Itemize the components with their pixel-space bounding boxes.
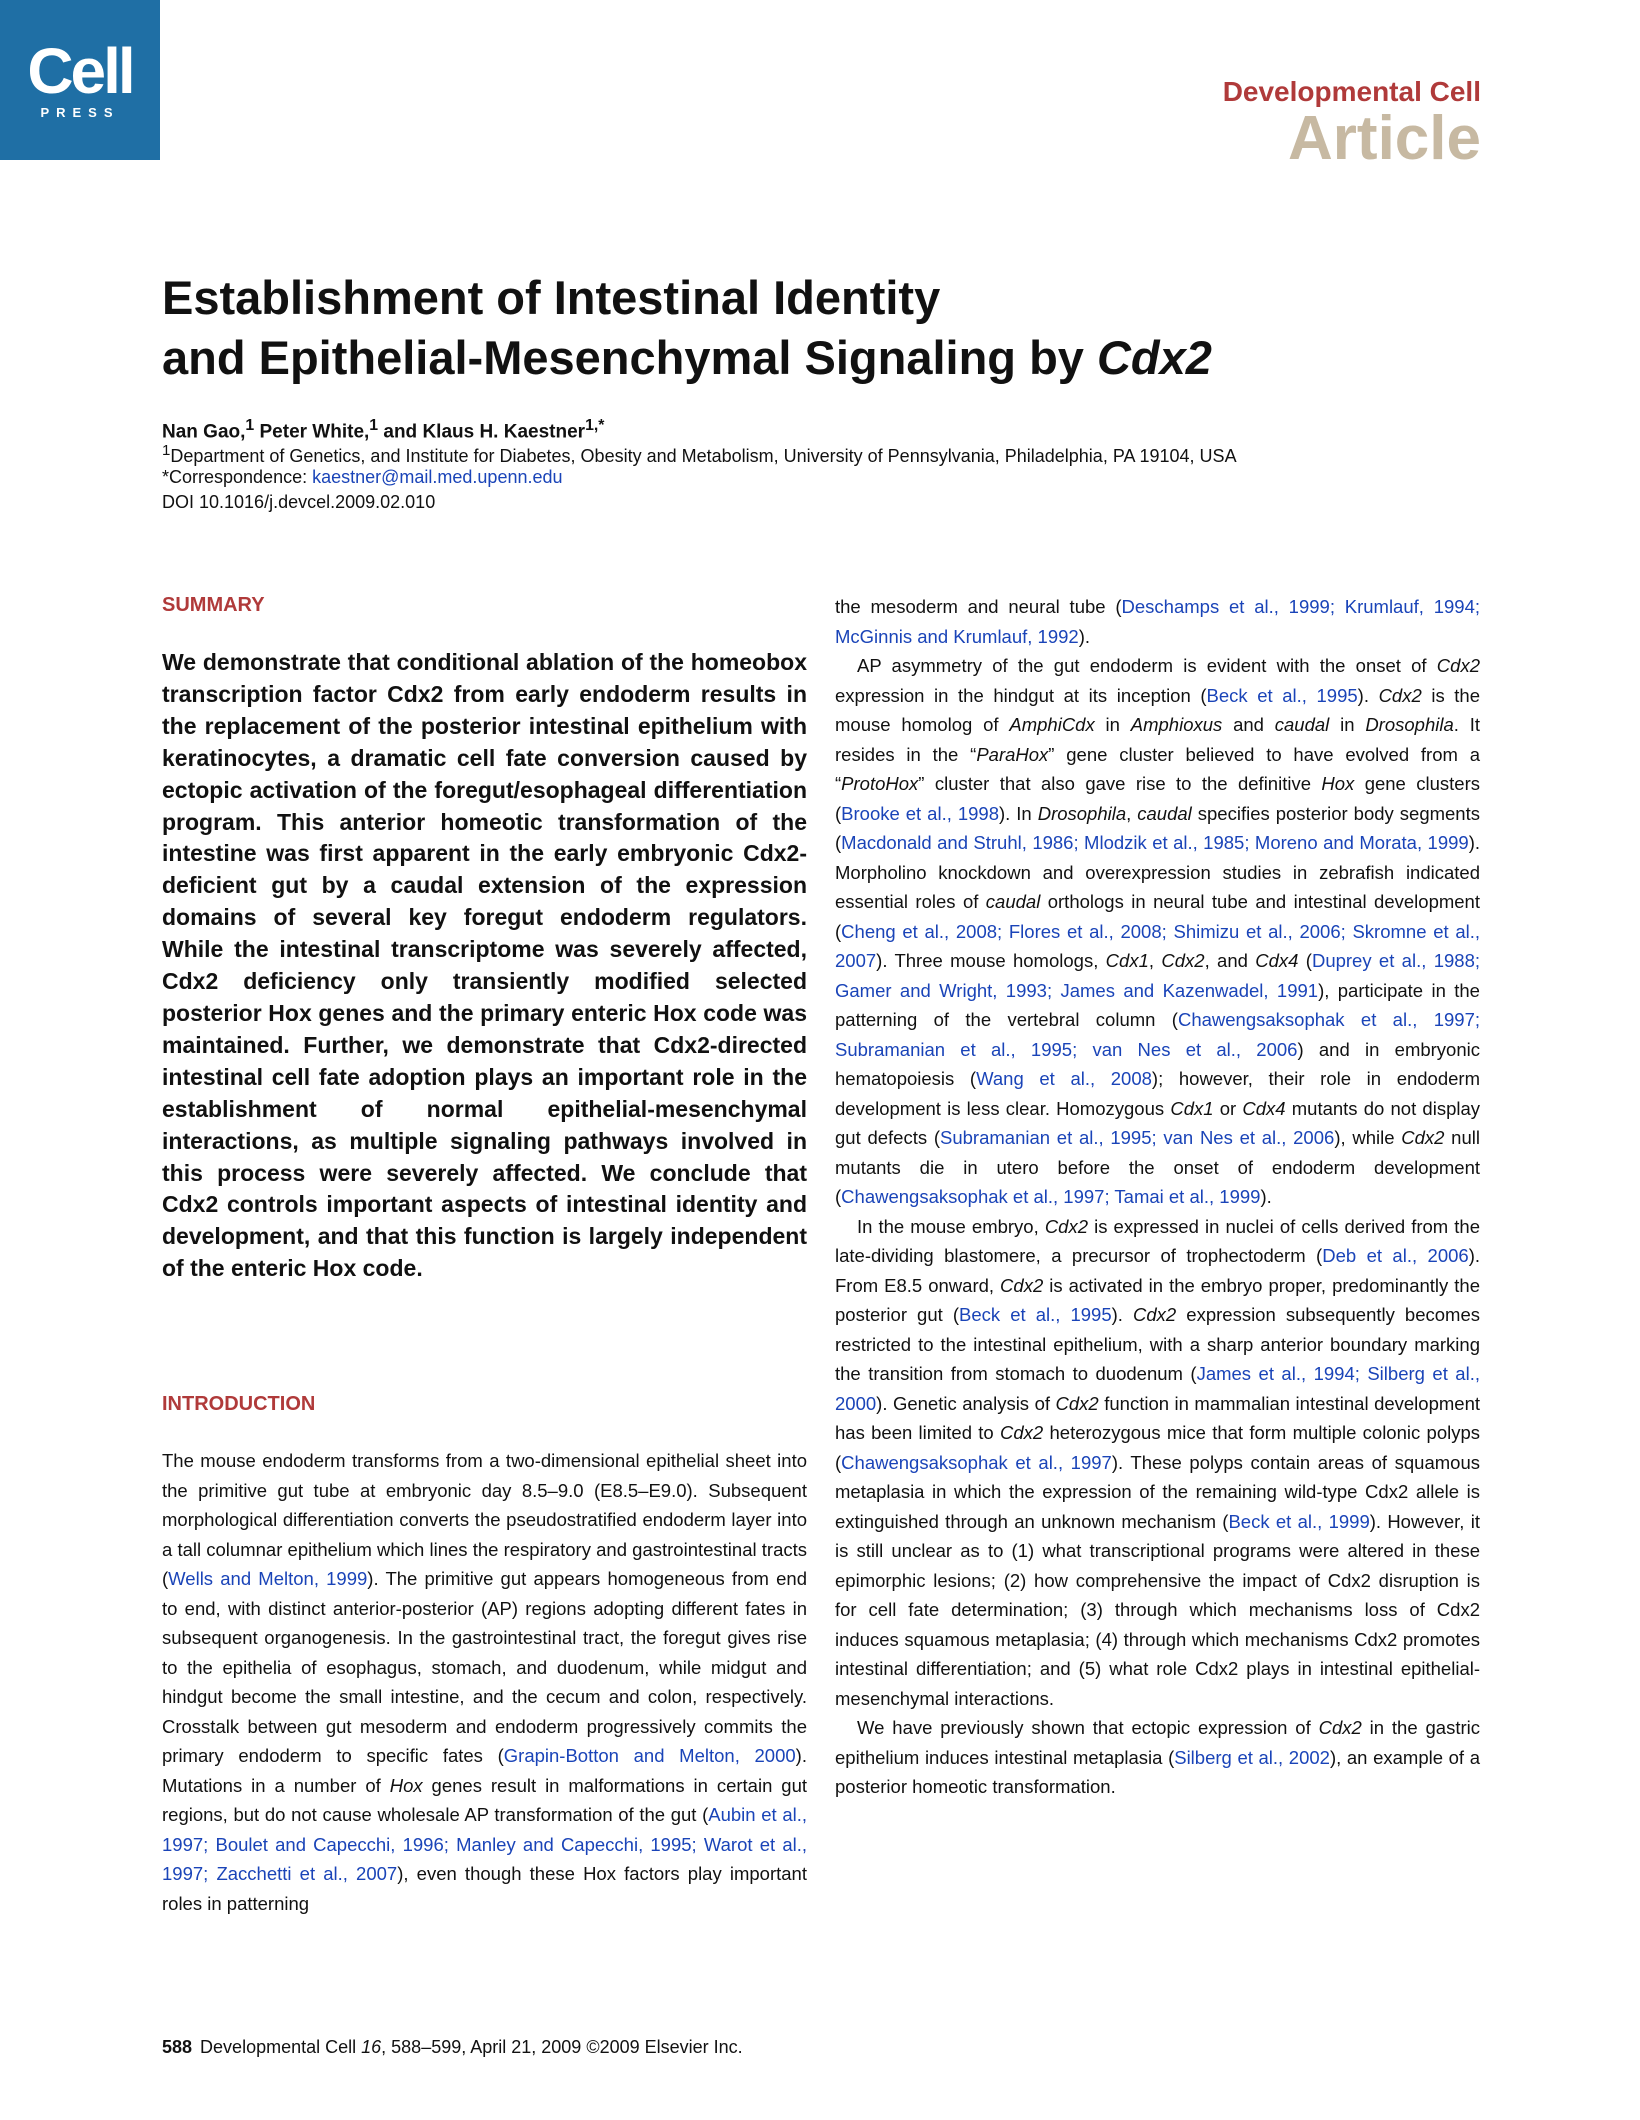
logo-text: Cell — [27, 34, 133, 107]
title-line-2-text: and Epithelial-Mesenchymal Signaling by — [162, 331, 1097, 384]
author-1: Nan Gao, — [162, 421, 246, 443]
author-2-affiliation: 1 — [369, 417, 379, 434]
summary-text: We demonstrate that conditional ablation of the homeobox transcription factor Cdx2 from early endoderm results in the replacement of the posterior intestinal epithelium with keratinocytes, a dramatic cell fate conversion caused by ectopic activation of the foregut/esophageal differentiation program. This anterior homeotic transformation of the intestine was first apparent in the early embryonic Cdx2-deficient gut by a caudal extension of the expression domains of several key foregut endoderm regulators. While the intestinal transcriptome was severely affected, Cdx2 deficiency only transiently modified selected posterior Hox genes and the primary enteric Hox code was maintained. Further, we demonstrate that Cdx2-directed intestinal cell fate adoption plays an important role in the establishment of normal epithelial-mesenchymal interactions, as multiple signaling pathways involved in this process were severely affected. We conclude that Cdx2 controls important aspects of intestinal identity and development, and that this function is largely independent of the enteric Hox code. — [162, 649, 807, 1282]
right-paragraph-2: In the mouse embryo, Cdx2 is expressed in nuclei of cells derived from the late-dividing blastomere, a precursor of trophectoderm (Deb et al., 2006). From E8.5 onward, Cdx2 is activated in the embryo proper, predominantly the posterior gut (Beck et al., 1995). Cdx2 expression subsequently becomes restricted to the intestinal epithelium, with a sharp anterior boundary marking the transition from stomach to duodenum (James et al., 1994; Silberg et al., 2000). Genetic analysis of Cdx2 function in mammalian intestinal development has been limited to Cdx2 heterozygous mice that form multiple colonic polyps (Chawengsaksophak et al., 1997). These polyps contain areas of squamous metaplasia in which the expression of the remaining wild-type Cdx2 allele is extinguished through an unknown mechanism (Beck et al., 1999). However, it is still unclear as to (1) what transcriptional programs were altered in these epimorphic lesions; (2) how comprehensive the impact of Cdx2 disruption is for cell fate determination; (3) through which mechanisms loss of Cdx2 induces squamous metaplasia; (4) through which mechanisms Cdx2 promotes intestinal differentiation; and (5) what role Cdx2 plays in intestinal epithelial-mesenchymal interactions. — [835, 1215, 1481, 1709]
author-3-affiliation: 1,* — [585, 417, 605, 434]
citation-link[interactable]: Deschamps et al., 1999; Krumlauf, 1994; McGinnis and Krumlauf, 1992 — [835, 596, 1480, 647]
citation-link[interactable]: Subramanian et al., 1995; van Nes et al., 2006 — [940, 1127, 1335, 1148]
citation-link[interactable]: Silberg et al., 2002 — [1174, 1746, 1330, 1768]
page-number: 588 — [162, 2037, 193, 2057]
citation-link[interactable]: Macdonald and Struhl, 1986; Mlodzik et al., 1985; Moreno and Morata, 1999 — [841, 832, 1469, 853]
citation-link[interactable]: Grapin-Botton and Melton, 2000 — [503, 1745, 796, 1766]
author-3: and Klaus H. Kaestner — [378, 421, 586, 443]
citation-link[interactable]: Cheng et al., 2008; Flores et al., 2008; Shimizu et al., 2006; Skromne et al., 2007 — [835, 920, 1480, 971]
footer-journal: Developmental Cell — [200, 2037, 362, 2057]
right-paragraph-3: We have previously shown that ectopic expression of Cdx2 in the gastric epithelium induces intestinal metaplasia (Silberg et al., 2002), an example of a posterior homeotic transformation. — [835, 1717, 1480, 1797]
citation-link[interactable]: Chawengsaksophak et al., 1997 — [841, 1451, 1112, 1473]
summary-heading: SUMMARY — [162, 594, 265, 616]
correspondence-email-link[interactable]: kaestner@mail.med.upenn.edu — [312, 467, 563, 487]
citation-link[interactable]: Duprey et al., 1988; Gamer and Wright, 1993; James and Kazenwadel, 1991 — [835, 950, 1480, 1001]
author-list — [162, 417, 604, 443]
citation-link[interactable]: Beck et al., 1995 — [1206, 684, 1358, 706]
logo-subtext: PRESS — [40, 104, 120, 120]
title-line-2 — [162, 328, 1462, 388]
article-title — [162, 268, 1462, 388]
right-column — [835, 592, 1480, 1802]
citation-link[interactable]: Brooke et al., 1998 — [841, 802, 999, 824]
doi: DOI 10.1016/j.devcel.2009.02.010 — [162, 492, 436, 512]
footer-volume: 16 — [361, 2037, 382, 2057]
right-paragraph-0: the mesoderm and neural tube (Deschamps et al., 1999; Krumlauf, 1994; McGinnis and Krumlauf, 1992). — [835, 596, 1480, 647]
cell-press-logo — [0, 0, 160, 160]
correspondence — [162, 467, 563, 488]
article-type: Article — [1288, 104, 1481, 173]
citation-link[interactable]: Wells and Melton, 1999 — [168, 1568, 368, 1589]
citation-link[interactable]: Beck et al., 1999 — [1228, 1510, 1370, 1532]
title-line-1: Establishment of Intestinal Identity — [162, 271, 941, 324]
introduction-heading: INTRODUCTION — [162, 1393, 316, 1415]
affiliation — [162, 442, 1237, 467]
citation-link[interactable]: Chawengsaksophak et al., 1997; Tamai et al., 1999 — [841, 1186, 1261, 1207]
right-paragraph-1: AP asymmetry of the gut endoderm is evident with the onset of Cdx2 expression in the hindgut at its inception (Beck et al., 1995). Cdx2 is the mouse homolog of AmphiCdx in Amphioxus and caudal in Drosophila. It resides in the “ParaHox” gene cluster believed to have evolved from a “ProtoHox” cluster that also gave rise to the definitive Hox gene clusters (Brooke et al., 1998). In Drosophila, caudal specifies posterior body segments (Macdonald and Struhl, 1986; Mlodzik et al., 1985; Moreno and Morata, 1999). Morpholino knockdown and overexpression studies in zebrafish indicated essential roles of caudal orthologs in neural tube and intestinal development (Cheng et al., 2008; Flores et al., 2008; Shimizu et al., 2006; Skromne et al., 2007). Three mouse homologs, Cdx1, Cdx2, and Cdx4 (Duprey et al., 1988; Gamer and Wright, 1993; James and Kazenwadel, 1991), participate in the patterning of the vertebral column (Chawengsaksophak et al., 1997; Subramanian et al., 1995; van Nes et al., 2006) and in embryonic hematopoiesis (Wang et al., 2008); however, their role in endoderm development is less clear. Homozygous Cdx1 or Cdx4 mutants do not display gut defects (Subramanian et al., 1995; van Nes et al., 2006), while Cdx2 null mutants die in utero before the onset of endoderm development (Chawengsaksophak et al., 1997; Tamai et al., 1999). — [835, 655, 1481, 1207]
title-gene-name: Cdx2 — [1096, 331, 1212, 384]
introduction-paragraph-1: The mouse endoderm transforms from a two-dimensional epithelial sheet into the primitive gut tube at embryonic day 8.5–9.0 (E8.5–E9.0). Subsequent morphological differentiation converts the pseudostratified endoderm layer into a tall columnar epithelium which lines the respiratory and gastrointestinal tracts (Wells and Melton, 1999). The primitive gut appears homogeneous from end to end, with distinct anterior-posterior (AP) regions adopting different fates in subsequent organogenesis. In the gastrointestinal tract, the foregut gives rise to the epithelia of esophagus, stomach, and duodenum, while midgut and hindgut become the small intestine, and the cecum and colon, respectively. Crosstalk between gut mesoderm and endoderm progressively commits the primary endoderm to specific fates (Grapin-Botton and Melton, 2000). Mutations in a number of Hox genes result in malformations in certain gut regions, but do not cause wholesale AP transformation of the gut (Aubin et al., 1997; Boulet and Capecchi, 1996; Manley and Capecchi, 1995; Warot et al., 1997; Zacchetti et al., 2007), even though these Hox factors play important roles in patterning — [162, 1450, 808, 1914]
page-footer — [162, 2037, 743, 2058]
footer-citation: , 588–599, April 21, 2009 ©2009 Elsevier Inc. — [381, 2037, 743, 2057]
citation-link[interactable]: James et al., 1994; Silberg et al., 2000 — [835, 1363, 1480, 1414]
correspondence-label: *Correspondence: — [162, 467, 313, 487]
citation-link[interactable]: Deb et al., 2006 — [1322, 1245, 1469, 1266]
journal-name: Developmental Cell — [1222, 76, 1481, 107]
citation-link[interactable]: Aubin et al., 1997; Boulet and Capecchi, 1996; Manley and Capecchi, 1995; Warot et al., 1997; Zacchetti et al., 2007 — [162, 1804, 807, 1884]
citation-link[interactable]: Chawengsaksophak et al., 1997; Subramanian et al., 1995; van Nes et al., 2006 — [835, 1009, 1481, 1060]
citation-link[interactable]: Wang et al., 2008 — [976, 1068, 1152, 1089]
author-1-affiliation: 1 — [245, 417, 255, 434]
affiliation-number: 1 — [162, 442, 171, 459]
affiliation-text: Department of Genetics, and Institute for Diabetes, Obesity and Metabolism, University of Pennsylvania, Philadelphia, PA 19104, USA — [170, 446, 1237, 466]
citation-link[interactable]: Beck et al., 1995 — [959, 1304, 1112, 1325]
author-2: Peter White, — [254, 421, 370, 443]
